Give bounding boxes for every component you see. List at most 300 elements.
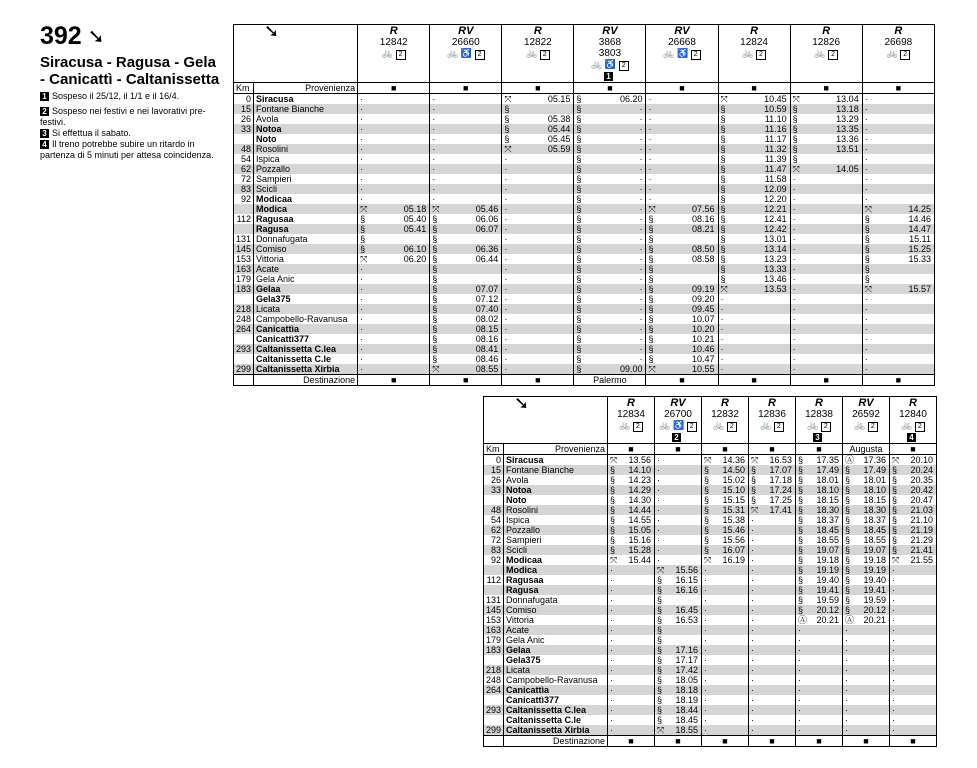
transit-symbol: § xyxy=(892,475,898,485)
time-cell xyxy=(872,264,934,274)
station-name xyxy=(254,364,358,375)
time-cell xyxy=(853,675,890,685)
station-mark: a xyxy=(581,705,587,715)
transit-symbol: · xyxy=(862,164,872,174)
second-class-icon: 2 xyxy=(475,50,485,60)
time-cell: 08.50 xyxy=(656,244,718,254)
transit-symbol: § xyxy=(502,124,512,134)
time-cell: 05.18 xyxy=(368,204,430,214)
transit-symbol: · xyxy=(864,314,868,324)
timetable-row xyxy=(234,204,935,214)
transit-symbol: · xyxy=(862,364,872,375)
km-cell: 183 xyxy=(234,284,254,294)
station-label: Rosolini xyxy=(506,505,539,515)
bike-icon: 🚲 xyxy=(901,420,913,430)
transit-symbol: · xyxy=(843,645,853,655)
transit-symbol: · xyxy=(360,274,364,284)
transit-symbol: § xyxy=(702,485,712,495)
transit-symbol: · xyxy=(890,685,900,695)
transit-symbol: ⤧ xyxy=(704,555,712,565)
transit-symbol: · xyxy=(610,695,613,705)
transit-symbol: · xyxy=(751,555,754,565)
transit-symbol: · xyxy=(864,174,868,184)
transit-symbol: · xyxy=(792,194,796,204)
destinazione-value: ■ xyxy=(608,736,655,747)
time-cell: 12.41 xyxy=(728,214,790,224)
station-label: Canicattì xyxy=(506,695,545,705)
transit-symbol: § xyxy=(718,224,728,234)
transit-symbol: · xyxy=(751,535,754,545)
station-name xyxy=(254,234,358,244)
time-cell xyxy=(368,124,430,134)
time-cell xyxy=(872,154,934,164)
time-cell: 09.19 xyxy=(656,284,718,294)
transit-symbol: · xyxy=(890,565,900,575)
time-cell: 20.21 xyxy=(853,615,890,625)
transit-symbol: ⤧ xyxy=(610,555,618,565)
transit-symbol: · xyxy=(610,715,613,725)
station-label: Modica xyxy=(506,565,538,575)
transit-symbol: § xyxy=(574,324,584,334)
transit-symbol: · xyxy=(892,655,895,665)
transit-symbol: · xyxy=(502,224,512,234)
time-cell xyxy=(368,324,430,334)
transit-symbol: · xyxy=(892,575,895,585)
transit-symbol: § xyxy=(720,254,726,264)
time-cell xyxy=(712,645,749,655)
time-cell: 18.55 xyxy=(665,725,702,736)
time-cell xyxy=(440,174,502,184)
km-cell: 112 xyxy=(234,214,254,224)
time-cell xyxy=(759,655,796,665)
time-cell xyxy=(656,124,718,134)
transit-symbol: · xyxy=(358,284,368,294)
transit-symbol: ⤧ xyxy=(749,505,759,515)
transit-symbol: · xyxy=(890,625,900,635)
transit-symbol: · xyxy=(890,665,900,675)
time-cell: 10.46 xyxy=(656,344,718,354)
transit-symbol: · xyxy=(749,725,759,736)
timetable-row xyxy=(484,585,937,595)
transit-symbol: § xyxy=(657,595,663,605)
time-cell: 19.40 xyxy=(853,575,890,585)
km-cell xyxy=(234,354,254,364)
train-services xyxy=(702,420,748,432)
time-cell xyxy=(656,274,718,284)
time-cell xyxy=(853,695,890,705)
train-header xyxy=(646,25,718,83)
transit-symbol: § xyxy=(648,354,654,364)
transit-symbol: · xyxy=(610,615,613,625)
station-name xyxy=(504,685,608,695)
timetable-row xyxy=(234,174,935,184)
time-cell: · xyxy=(584,134,646,144)
time-cell: 18.37 xyxy=(853,515,890,525)
km-cell xyxy=(234,294,254,304)
time-cell xyxy=(800,294,862,304)
timetable-row xyxy=(234,194,935,204)
time-cell: 20.35 xyxy=(900,475,937,485)
transit-symbol: Ⓐ xyxy=(798,615,808,625)
transit-symbol: · xyxy=(704,655,707,665)
time-cell: · xyxy=(584,104,646,114)
time-cell xyxy=(656,134,718,144)
transit-symbol: § xyxy=(646,344,656,354)
transit-symbol: § xyxy=(845,535,851,545)
station-name xyxy=(504,715,608,725)
train-number: 12836 xyxy=(758,409,786,420)
transit-symbol: § xyxy=(574,104,584,114)
line-number: 392 xyxy=(40,22,82,50)
time-cell: 17.24 xyxy=(759,485,796,495)
time-cell xyxy=(712,695,749,705)
transit-symbol: · xyxy=(790,344,800,354)
route-title: Siracusa - Ragusa - Gela - Canicattì - Caltanissetta xyxy=(40,54,220,88)
bike-icon: 🚲 xyxy=(525,48,538,58)
station-name xyxy=(504,625,608,635)
time-cell xyxy=(872,194,934,204)
time-cell xyxy=(872,104,934,114)
time-cell: 10.21 xyxy=(656,334,718,344)
time-cell: 13.14 xyxy=(728,244,790,254)
km-cell: 264 xyxy=(234,324,254,334)
note-badge: 3 xyxy=(40,129,49,138)
transit-symbol: · xyxy=(702,645,712,655)
transit-symbol: § xyxy=(610,515,616,525)
km-cell: 179 xyxy=(234,274,254,284)
time-cell: 18.55 xyxy=(853,535,890,545)
km-header: Km xyxy=(234,83,254,94)
time-cell xyxy=(618,585,655,595)
transit-symbol: · xyxy=(702,725,712,736)
note-text: Il treno potrebbe subire un ritardo in partenza di 5 minuti per attesa coincidenza. xyxy=(40,139,214,160)
transit-symbol: · xyxy=(702,565,712,575)
destinazione-value: ■ xyxy=(862,375,934,386)
time-cell xyxy=(800,264,862,274)
transit-symbol: § xyxy=(720,134,726,144)
train-category: R xyxy=(815,397,823,409)
transit-symbol: § xyxy=(646,284,656,294)
transit-symbol: § xyxy=(890,525,900,535)
time-cell xyxy=(759,635,796,645)
km-cell: 112 xyxy=(484,575,504,585)
station-mark: a xyxy=(584,725,590,735)
destinazione-value: Palermo xyxy=(574,375,646,386)
time-cell xyxy=(512,314,574,324)
timetable-row xyxy=(234,114,935,124)
transit-symbol: · xyxy=(792,234,796,244)
destinazione-label: Destinazione xyxy=(254,375,358,386)
time-cell xyxy=(853,625,890,635)
time-cell: 19.41 xyxy=(806,585,843,595)
station-name xyxy=(254,254,358,264)
time-cell: 13.33 xyxy=(728,264,790,274)
destinazione-value: ■ xyxy=(718,375,790,386)
timetable-row xyxy=(484,725,937,736)
transit-symbol: · xyxy=(845,695,848,705)
km-cell: 72 xyxy=(484,535,504,545)
time-cell xyxy=(853,725,890,736)
time-cell: · xyxy=(584,304,646,314)
transit-symbol: · xyxy=(430,104,440,114)
transit-symbol: · xyxy=(843,625,853,635)
station-name xyxy=(504,515,608,525)
transit-symbol: · xyxy=(504,314,508,324)
transit-symbol: § xyxy=(657,695,663,705)
transit-symbol: § xyxy=(718,144,728,154)
station-name xyxy=(504,655,608,665)
time-cell xyxy=(872,114,934,124)
transit-symbol: · xyxy=(608,565,618,575)
transit-symbol: § xyxy=(718,164,728,174)
time-cell: · xyxy=(584,324,646,334)
time-cell: 15.16 xyxy=(618,535,655,545)
transit-symbol: § xyxy=(720,274,726,284)
transit-symbol: § xyxy=(704,515,710,525)
transit-symbol: § xyxy=(704,535,710,545)
transit-symbol: · xyxy=(608,705,618,715)
transit-symbol: · xyxy=(751,595,754,605)
station-mark: a xyxy=(331,344,337,354)
transit-symbol: § xyxy=(790,124,800,134)
time-cell xyxy=(800,154,862,164)
transit-symbol: · xyxy=(792,294,796,304)
transit-symbol: · xyxy=(432,154,436,164)
time-cell xyxy=(800,174,862,184)
time-cell: 18.55 xyxy=(806,535,843,545)
transit-symbol: § xyxy=(430,224,440,234)
transit-symbol: · xyxy=(843,685,853,695)
time-cell xyxy=(512,364,574,375)
bike-icon: 🚲 xyxy=(742,48,754,58)
bike-icon: 🚲 xyxy=(447,48,459,58)
transit-symbol: § xyxy=(574,184,584,194)
transit-symbol: § xyxy=(796,545,806,555)
transit-symbol: § xyxy=(798,495,804,505)
transit-symbol: · xyxy=(608,625,618,635)
time-cell xyxy=(759,545,796,555)
transit-symbol: · xyxy=(864,354,868,364)
time-cell xyxy=(872,324,934,334)
time-cell: · xyxy=(584,164,646,174)
timetable-row xyxy=(234,104,935,114)
time-cell xyxy=(872,94,934,105)
time-cell: 16.07 xyxy=(712,545,749,555)
time-cell xyxy=(800,324,862,334)
time-cell: · xyxy=(584,214,646,224)
time-cell: 20.47 xyxy=(900,495,937,505)
train-services xyxy=(655,420,701,432)
bike-icon: 🚲 xyxy=(886,48,898,58)
transit-symbol: § xyxy=(655,705,665,715)
wheelchair-icon: ♿ xyxy=(673,420,685,430)
time-cell: 20.42 xyxy=(900,485,937,495)
time-cell xyxy=(872,314,934,324)
time-cell xyxy=(512,174,574,184)
train-header xyxy=(843,397,890,444)
transit-symbol: · xyxy=(504,274,508,284)
destinazione-value: ■ xyxy=(843,736,890,747)
time-cell: 16.19 xyxy=(712,555,749,565)
transit-symbol: · xyxy=(718,304,728,314)
station-label: Donnafugata xyxy=(506,595,558,605)
transit-symbol: § xyxy=(796,505,806,515)
transit-symbol: ⤧ xyxy=(502,144,512,154)
bike-icon: 🚲 xyxy=(814,48,826,58)
station-name xyxy=(254,274,358,284)
time-cell xyxy=(665,495,702,505)
transit-symbol: ⤧ xyxy=(862,284,872,294)
transit-symbol: · xyxy=(790,304,800,314)
time-cell xyxy=(512,204,574,214)
transit-symbol: § xyxy=(358,224,368,234)
time-cell xyxy=(900,645,937,655)
time-cell xyxy=(656,164,718,174)
note-text: Sospeso il 25/12, il 1/1 e il 16/4. xyxy=(52,91,180,101)
time-cell xyxy=(759,585,796,595)
transit-symbol: · xyxy=(843,725,853,736)
transit-symbol: · xyxy=(792,214,796,224)
time-cell xyxy=(665,555,702,565)
transit-symbol: · xyxy=(798,635,801,645)
time-cell xyxy=(900,675,937,685)
transit-symbol: § xyxy=(657,655,663,665)
transit-symbol: § xyxy=(646,324,656,334)
transit-symbol: § xyxy=(648,294,654,304)
timetable-row xyxy=(234,284,935,294)
time-cell xyxy=(656,104,718,114)
time-cell xyxy=(759,665,796,675)
time-cell: 08.21 xyxy=(656,224,718,234)
station-mark: a xyxy=(276,124,282,134)
km-cell: 54 xyxy=(234,154,254,164)
transit-symbol: § xyxy=(845,595,851,605)
time-cell: 17.41 xyxy=(759,505,796,515)
second-class-icon: 2 xyxy=(396,50,406,60)
transit-symbol: · xyxy=(657,515,660,525)
time-cell: 15.28 xyxy=(618,545,655,555)
time-cell: 12.20 xyxy=(728,194,790,204)
train-number: 12838 xyxy=(805,409,833,420)
provenienza-value: ■ xyxy=(655,444,702,455)
provenienza-value: ■ xyxy=(358,83,430,94)
transit-symbol: · xyxy=(862,124,872,134)
transit-symbol: · xyxy=(502,264,512,274)
transit-symbol: · xyxy=(502,304,512,314)
provenienza-value: ■ xyxy=(718,83,790,94)
transit-symbol: · xyxy=(751,635,754,645)
train-services xyxy=(430,48,501,60)
time-cell: 08.15 xyxy=(440,324,502,334)
time-cell xyxy=(712,595,749,605)
transit-symbol: § xyxy=(646,264,656,274)
time-cell: 10.55 xyxy=(656,364,718,375)
transit-symbol: ⤧ xyxy=(655,725,665,736)
timetable-row xyxy=(484,525,937,535)
km-cell: 48 xyxy=(484,505,504,515)
time-cell: 18.18 xyxy=(665,685,702,695)
time-cell xyxy=(806,625,843,635)
time-cell xyxy=(368,134,430,144)
time-cell xyxy=(656,184,718,194)
time-cell: 09.00 xyxy=(584,364,646,375)
timetable-row xyxy=(484,575,937,585)
time-cell xyxy=(440,114,502,124)
time-cell xyxy=(368,164,430,174)
transit-symbol: · xyxy=(796,685,806,695)
transit-symbol: · xyxy=(358,104,368,114)
transit-symbol: · xyxy=(608,725,618,736)
time-cell: · xyxy=(584,154,646,164)
time-cell: 19.41 xyxy=(853,585,890,595)
train-number: 3868 xyxy=(598,37,622,48)
bike-icon: 🚲 xyxy=(663,48,675,58)
time-cell xyxy=(853,705,890,715)
transit-symbol: § xyxy=(608,545,618,555)
transit-symbol: · xyxy=(360,94,364,104)
bike-icon: 🚲 xyxy=(807,420,819,430)
time-cell: 05.41 xyxy=(368,224,430,234)
time-cell: 17.49 xyxy=(806,465,843,475)
bike-icon: 🚲 xyxy=(760,420,772,430)
timetable-row xyxy=(234,154,935,164)
train-number: 12842 xyxy=(379,37,408,48)
transit-symbol: · xyxy=(704,675,707,685)
station-label: Caltanissetta C.le xyxy=(506,715,582,725)
transit-symbol: · xyxy=(502,204,512,214)
transit-symbol: · xyxy=(504,294,508,304)
transit-symbol: § xyxy=(718,104,728,114)
transit-symbol: · xyxy=(796,705,806,715)
provenienza-value: Augusta xyxy=(843,444,890,455)
transit-symbol: · xyxy=(751,575,754,585)
station-name xyxy=(254,104,358,114)
timetable-row xyxy=(234,214,935,224)
transit-symbol: § xyxy=(360,234,366,244)
time-cell xyxy=(728,314,790,324)
train-number: 12824 xyxy=(740,37,768,48)
transit-symbol: · xyxy=(798,695,801,705)
destinazione-value: ■ xyxy=(749,736,796,747)
time-cell xyxy=(665,635,702,645)
direction-arrow-icon: ➘ xyxy=(264,21,280,41)
transit-symbol: § xyxy=(655,665,665,675)
bike-icon: 🚲 xyxy=(854,420,866,430)
time-cell: 15.15 xyxy=(712,495,749,505)
time-cell xyxy=(728,294,790,304)
time-cell: · xyxy=(584,224,646,234)
time-cell xyxy=(512,274,574,284)
time-cell: 16.16 xyxy=(665,585,702,595)
station-name xyxy=(254,174,358,184)
transit-symbol: § xyxy=(845,475,851,485)
time-cell xyxy=(728,354,790,364)
station-label: Gela Anic xyxy=(506,635,545,645)
transit-symbol: § xyxy=(358,244,368,254)
km-cell: 15 xyxy=(234,104,254,114)
transit-symbol: ⤧ xyxy=(646,364,656,375)
second-class-icon: 2 xyxy=(633,422,643,432)
transit-symbol: · xyxy=(608,645,618,655)
time-cell: 11.47 xyxy=(728,164,790,174)
transit-symbol: § xyxy=(576,194,582,204)
km-cell xyxy=(234,224,254,234)
provenienza-value: ■ xyxy=(790,83,862,94)
km-cell: 163 xyxy=(484,625,504,635)
time-cell xyxy=(618,725,655,736)
timetable-row xyxy=(484,605,937,615)
transit-symbol: · xyxy=(610,595,613,605)
